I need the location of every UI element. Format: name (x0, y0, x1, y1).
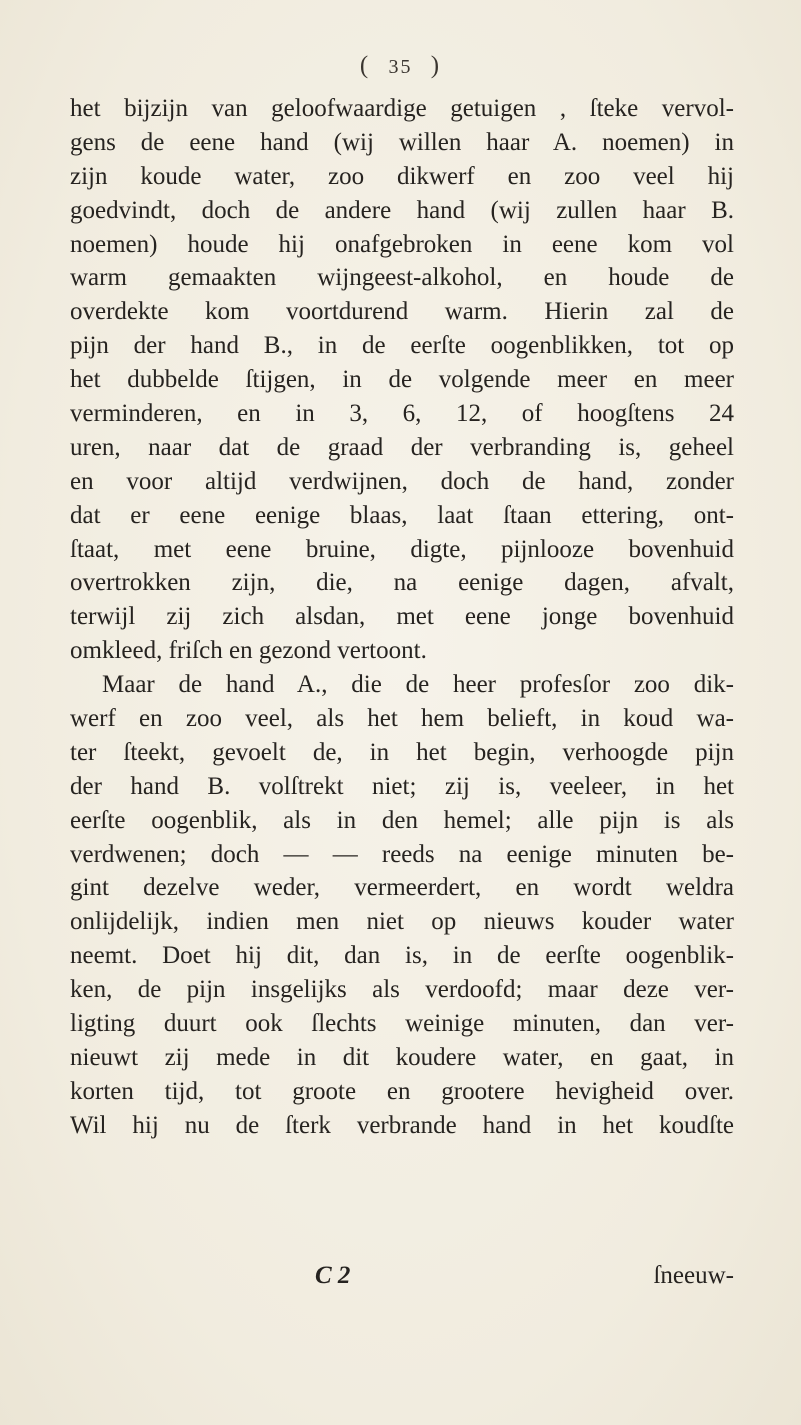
text-line: gint dezelve weder, vermeerdert, en wordt weldra (70, 874, 734, 902)
text-line: noemen) houde hij onafgebroken in eene kom vol (70, 230, 734, 258)
text-line: Wil hij nu de ſterk verbrande hand in het koudſte (70, 1111, 734, 1139)
text-line: goedvindt, doch de andere hand (wij zullen haar B. (70, 196, 734, 224)
text-line: verdwenen; doch — — reeds na eenige minuten be- (70, 840, 734, 868)
paragraph-end-line: omkleed, friſch en gezond vertoont. (70, 637, 427, 665)
text-line: gens de eene hand (wij willen haar A. noemen) in (70, 128, 734, 156)
text-line: ligting duurt ook ſlechts weinige minuten, dan ver- (70, 1010, 734, 1038)
text-line: warm gemaakten wijngeest-alkohol, en houde de (70, 264, 734, 292)
text-line: dat er eene eenige blaas, laat ſtaan ettering, ont- (70, 501, 734, 529)
text-line: neemt. Doet hij dit, dan is, in de eerſte oogenblik- (70, 942, 734, 970)
text-line: ter ſteekt, gevoelt de, in het begin, verhoogde pijn (70, 738, 734, 766)
text-line: onlijdelijk, indien men niet op nieuws kouder water (70, 908, 734, 936)
page-header (0, 52, 801, 80)
signature-mark: C 2 (315, 1262, 351, 1289)
text-line: verminderen, en in 3, 6, 12, of hoogſtens 24 (70, 400, 734, 428)
text-line: ſtaat, met eene bruine, digte, pijnlooze bovenhuid (70, 535, 734, 563)
paragraph-start-line: Maar de hand A., die de heer profesſor zoo dik- (102, 671, 734, 699)
close-paren: ) (430, 52, 442, 79)
text-line: het bijzijn van geloofwaardige getuigen , ſteke vervol- (70, 95, 734, 122)
text-line: zijn koude water, zoo dikwerf en zoo veel hij (70, 162, 734, 190)
text-line: overdekte kom voortdurend warm. Hierin zal de (70, 298, 734, 326)
body-text (70, 92, 734, 1143)
text-line: uren, naar dat de graad der verbranding is, geheel (70, 433, 734, 461)
open-paren: ( (359, 52, 371, 79)
text-line: overtrokken zijn, die, na eenige dagen, afvalt, (70, 569, 734, 597)
text-line: nieuwt zij mede in dit koudere water, en gaat, in (70, 1043, 734, 1071)
catchword: ſneeuw- (653, 1262, 734, 1289)
text-line: en voor altijd verdwijnen, doch de hand, zonder (70, 467, 734, 495)
text-line: eerſte oogenblik, als in den hemel; alle pijn is als (70, 806, 734, 834)
text-line: korten tijd, tot groote en grootere hevigheid over. (70, 1077, 734, 1105)
page-number: 35 (388, 56, 413, 78)
page-footer (70, 1262, 734, 1296)
text-line: terwijl zij zich alsdan, met eene jonge bovenhuid (70, 603, 734, 631)
text-line: werf en zoo veel, als het hem belieft, in koud wa- (70, 705, 734, 733)
text-line: het dubbelde ſtijgen, in de volgende meer en meer (70, 366, 734, 394)
text-line: der hand B. volſtrekt niet; zij is, veeleer, in het (70, 772, 734, 800)
text-line: pijn der hand B., in de eerſte oogenblikken, tot op (70, 332, 734, 360)
text-line: ken, de pijn insgelijks als verdoofd; maar deze ver- (70, 976, 734, 1004)
